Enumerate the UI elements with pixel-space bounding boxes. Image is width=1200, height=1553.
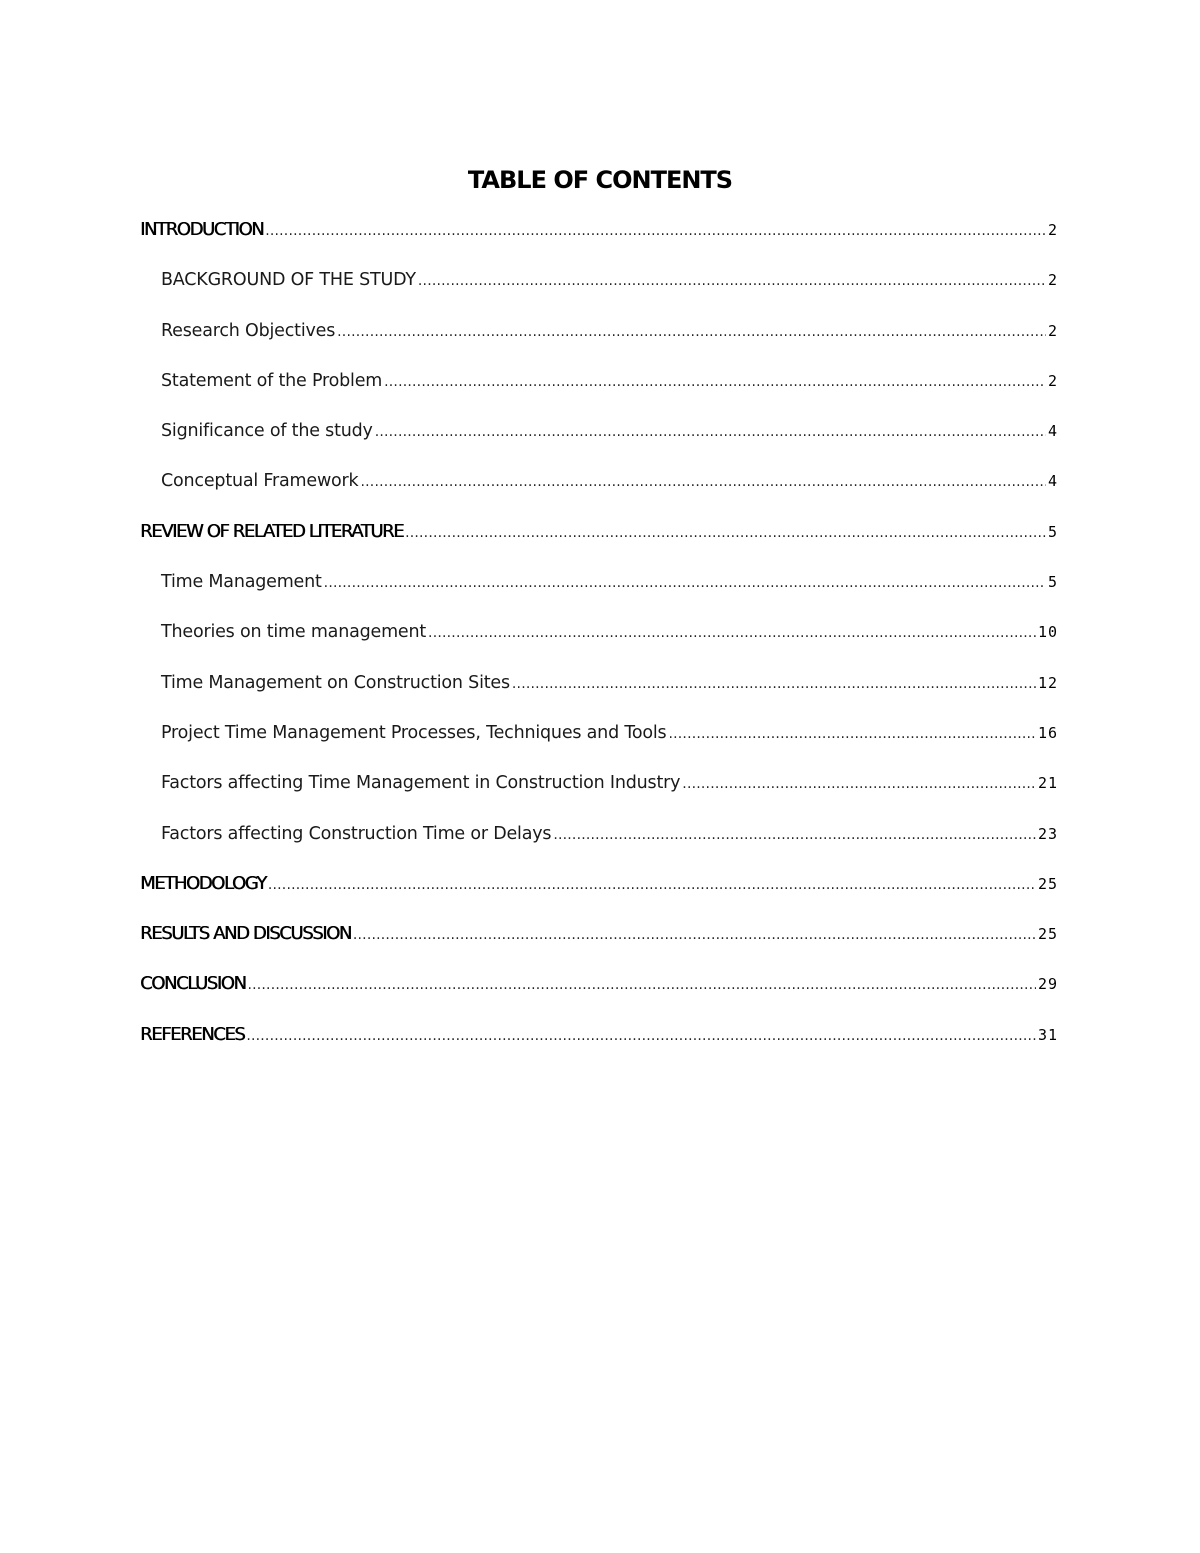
toc-dot-leader [668, 716, 1035, 752]
toc-page-number: 4 [1047, 422, 1058, 441]
page-title: TABLE OF CONTENTS [467, 166, 733, 194]
toc-page-number: 4 [1047, 472, 1058, 491]
table-of-contents [140, 212, 1058, 1067]
toc-page-number: 2 [1047, 271, 1058, 290]
toc-section-entry[interactable] [140, 1017, 1058, 1067]
toc-dot-leader [324, 565, 1046, 601]
toc-section-entry[interactable] [140, 966, 1058, 1016]
toc-page-number: 2 [1047, 321, 1058, 340]
toc-entry-label: METHODOLOGY [140, 872, 266, 894]
toc-subsection-entry[interactable] [140, 765, 1058, 815]
toc-entry-label: BACKGROUND OF THE STUDY [161, 270, 416, 291]
toc-dot-leader [265, 213, 1046, 249]
toc-dot-leader [247, 967, 1035, 1003]
toc-subsection-entry[interactable] [140, 564, 1058, 614]
toc-subsection-entry[interactable] [140, 463, 1058, 513]
toc-page-number: 2 [1047, 221, 1058, 239]
toc-entry-label: CONCLUSION [140, 973, 246, 995]
toc-subsection-entry[interactable] [140, 313, 1058, 363]
toc-entry-label: Factors affecting Time Management in Construction Industry [161, 773, 681, 794]
toc-entry-label: REVIEW OF RELATED LITERATURE [140, 520, 404, 542]
toc-dot-leader [353, 917, 1036, 953]
toc-page-number: 5 [1047, 522, 1058, 541]
toc-entry-label: Project Time Management Processes, Techniques and Tools [161, 722, 667, 743]
toc-subsection-entry[interactable] [140, 262, 1058, 312]
toc-section-entry[interactable] [140, 916, 1058, 966]
toc-entry-label: REFERENCES [140, 1023, 245, 1045]
toc-subsection-entry[interactable] [140, 363, 1058, 413]
toc-section-entry[interactable] [140, 514, 1058, 564]
toc-subsection-entry[interactable] [140, 413, 1058, 463]
toc-dot-leader [246, 1018, 1036, 1054]
toc-dot-leader [375, 414, 1046, 450]
toc-subsection-entry[interactable] [140, 816, 1058, 866]
toc-section-entry[interactable] [140, 212, 1058, 262]
toc-page-number: 31 [1037, 1025, 1058, 1044]
toc-dot-leader [428, 615, 1036, 651]
toc-entry-label: Time Management on Construction Sites [161, 672, 510, 693]
toc-page-number: 5 [1047, 573, 1058, 592]
toc-entry-label: Research Objectives [161, 320, 336, 341]
toc-page-number: 23 [1037, 824, 1058, 843]
toc-page-number: 10 [1037, 623, 1058, 642]
toc-page-number: 25 [1037, 874, 1058, 893]
toc-dot-leader [337, 314, 1046, 350]
toc-page-number: 25 [1037, 925, 1058, 944]
toc-dot-leader [361, 464, 1046, 500]
toc-dot-leader [418, 263, 1046, 299]
toc-dot-leader [405, 515, 1046, 551]
toc-dot-leader [682, 766, 1036, 802]
toc-subsection-entry[interactable] [140, 715, 1058, 765]
toc-entry-label: Theories on time management [161, 622, 427, 643]
toc-entry-label: Conceptual Framework [161, 471, 359, 492]
toc-page-number: 12 [1037, 673, 1058, 692]
toc-entry-label: INTRODUCTION [140, 219, 264, 240]
toc-page-number: 21 [1037, 774, 1058, 793]
toc-subsection-entry[interactable] [140, 665, 1058, 715]
toc-entry-label: RESULTS AND DISCUSSION [140, 923, 351, 945]
toc-page-number: 29 [1037, 975, 1058, 994]
toc-dot-leader [268, 867, 1036, 903]
toc-entry-label: Factors affecting Construction Time or Delays [161, 823, 552, 844]
toc-page-number: 2 [1047, 371, 1058, 390]
toc-subsection-entry[interactable] [140, 614, 1058, 664]
toc-section-entry[interactable] [140, 866, 1058, 916]
toc-dot-leader [553, 817, 1036, 853]
toc-dot-leader [384, 364, 1046, 400]
toc-page-number: 16 [1037, 723, 1058, 742]
toc-entry-label: Significance of the study [161, 421, 373, 442]
toc-dot-leader [512, 666, 1036, 702]
toc-entry-label: Statement of the Problem [161, 370, 383, 391]
toc-entry-label: Time Management [161, 572, 322, 593]
